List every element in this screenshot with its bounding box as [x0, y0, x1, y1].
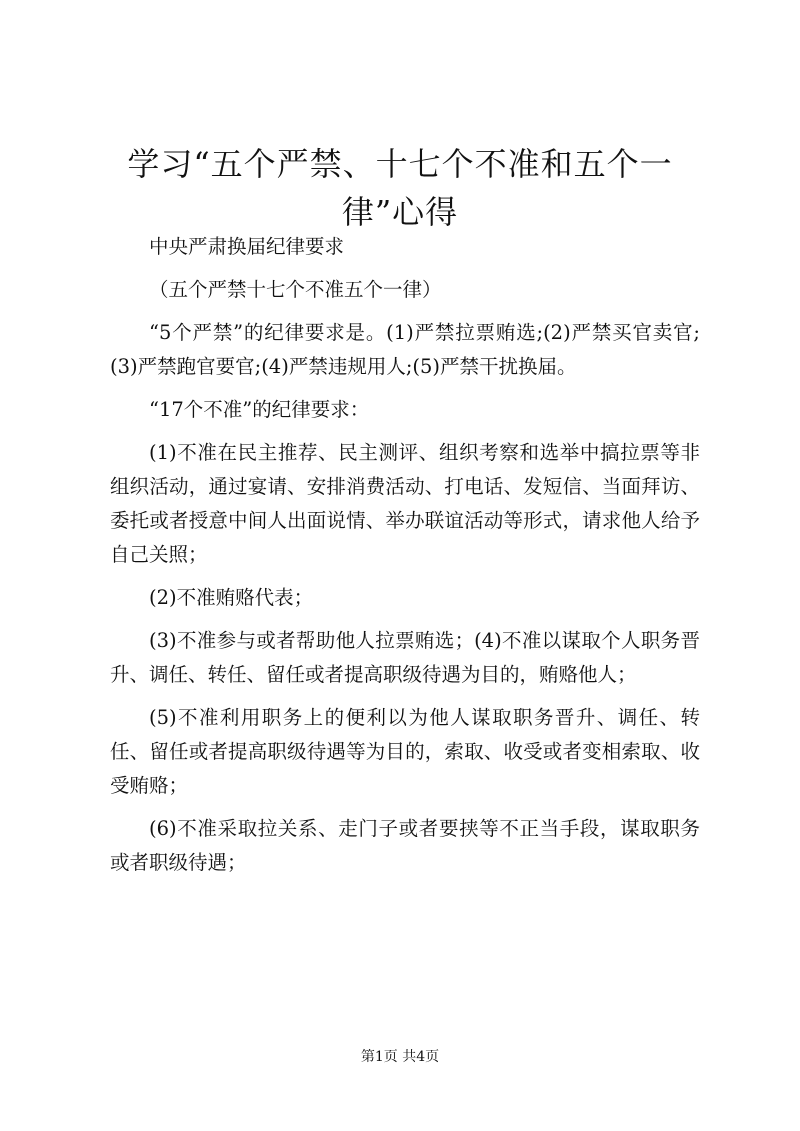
page-title: 学习“五个严禁、十七个不准和五个一律”心得: [127, 145, 673, 231]
paragraph: “5个严禁”的纪律要求是。(1)严禁拉票贿选;(2)严禁买官卖官;(3)严禁跑官要官;(4)严禁违规用人;(5)严禁干扰换届。: [110, 321, 700, 378]
document-body: [110, 230, 700, 889]
paragraph: （五个严禁十七个不准五个一律）: [149, 278, 442, 301]
page-number: 第1页 共4页: [360, 1049, 440, 1065]
paragraph: (3)不准参与或者帮助他人拉票贿选；(4)不准以谋取个人职务晋升、调任、转任、留任或者提高职级待遇为目的，贿赂他人；: [110, 629, 700, 686]
paragraph: “17个不准”的纪律要求：: [149, 398, 370, 421]
paragraph: 中央严肃换届纪律要求: [149, 235, 345, 258]
paragraph: (1)不准在民主推荐、民主测评、组织考察和选举中搞拉票等非组织活动，通过宴请、安排消费活动、打电话、发短信、当面拜访、委托或者授意中间人出面说情、举办联谊活动等形式，请求他人给予自己关照；: [110, 441, 700, 566]
paragraph: (6)不准采取拉关系、走门子或者要挟等不正当手段，谋取职务或者职级待遇；: [110, 817, 700, 874]
paragraph: (5)不准利用职务上的便利以为他人谋取职务晋升、调任、转任、留任或者提高职级待遇等为目的，索取、收受或者变相索取、收受贿赂；: [110, 706, 700, 797]
paragraph: (2)不准贿赂代表；: [149, 586, 314, 609]
